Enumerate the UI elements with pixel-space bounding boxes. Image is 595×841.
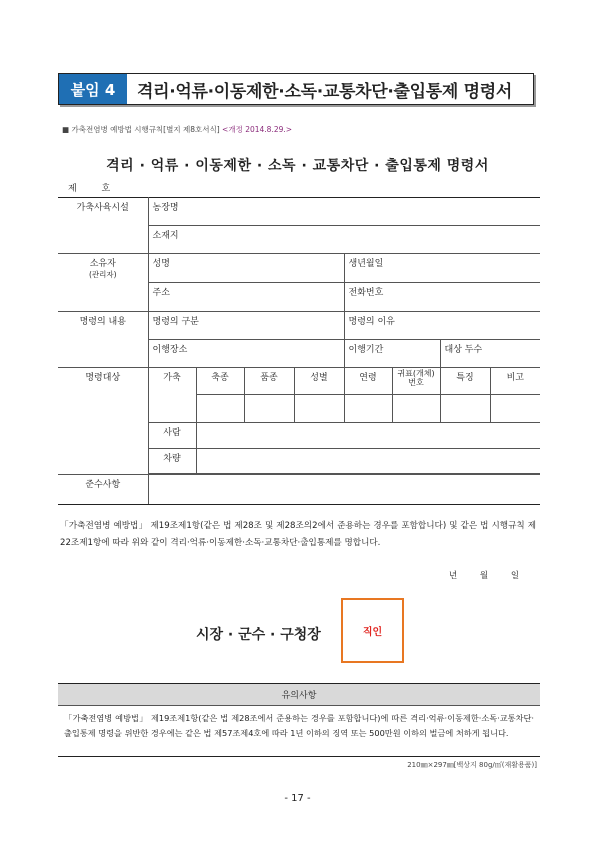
column-species: 축종 [196,368,244,395]
owner-label-text: 소유자 [89,259,116,269]
date-label: 년 월 일 [449,571,520,581]
owner-address-field[interactable]: 주소 [148,283,344,312]
location-field[interactable]: 소재지 [148,226,540,254]
seal-label: 직인 [362,627,383,638]
order-type-field[interactable]: 명령의 구분 [148,312,344,340]
vehicle-label: 차량 [148,449,196,474]
appendix-title: 격리·억류·이동제한·소독·교통차단·출입통제 명령서 [137,81,512,102]
paper-spec: 210㎜×297㎜[백상지 80g/㎡(재활용품)] [407,761,537,769]
official-seal-box [341,598,404,663]
livestock-sex-cell[interactable] [294,395,344,423]
person-field[interactable] [196,423,540,449]
order-statement: 「가축전염병 예방법」 제19조제1항(같은 법 제28조 및 제28조의2에서 준용하는 경우를 포함합니다) 및 같은 법 시행규칙 제22조제1항에 따라 위와 같이 격리·억류·이동제한·소독·교통차단·출입통제를 명합니다. [60,521,536,548]
livestock-tag-cell[interactable] [392,395,440,423]
appendix-tag: 붙임 4 [59,74,127,104]
owner-birth-field[interactable]: 생년월일 [344,254,540,283]
farm-name-field[interactable]: 농장명 [148,198,540,226]
document-title: 격리 · 억류 · 이동제한 · 소독 · 교통차단 · 출입통제 명령서 [106,158,489,174]
amendment-date: <개정 2014.8.29.> [222,125,293,134]
person-label: 사람 [148,423,196,449]
notice-body: 「가축전염병 예방법」 제19조제1항(같은 법 제28조에서 준용하는 경우를 포함합니다)에 따른 격리·억류·이동제한·소독·교통차단·출입통제 명령을 위반한 경우에는 같은 법 제57조제4호에 따라 1년 이하의 징역 또는 500만원 이하의 벌금에 처하게 됩니다. [58,706,540,757]
livestock-label: 가축 [148,368,196,423]
issuing-official: 시장 · 군수 · 구청장 [196,627,321,643]
appendix-header [58,73,534,105]
order-target-label: 명령대상 [58,368,148,475]
law-reference [62,124,292,135]
document-number-label: 제 호 [68,184,111,194]
livestock-feature-cell[interactable] [440,395,490,423]
execution-place-field[interactable]: 이행장소 [148,340,344,368]
target-count-field[interactable]: 대상 두수 [440,340,540,368]
column-sex: 성별 [294,368,344,395]
column-age: 연령 [344,368,392,395]
livestock-remarks-cell[interactable] [490,395,540,423]
livestock-age-cell[interactable] [344,395,392,423]
column-breed: 품종 [244,368,294,395]
page-number: - 17 - [284,793,311,804]
vehicle-field[interactable] [196,449,540,474]
livestock-species-cell[interactable] [196,395,244,423]
owner-name-field[interactable]: 성명 [148,254,344,283]
order-reason-field[interactable]: 명령의 이유 [344,312,540,340]
compliance-field[interactable] [148,475,540,505]
facility-label: 가축사육시설 [58,198,148,254]
compliance-label: 준수사항 [58,475,148,505]
order-form-table [58,197,540,505]
column-ear-tag-number: 귀표(개체)번호 [392,368,440,395]
owner-label [58,254,148,312]
column-remarks: 비고 [490,368,540,395]
order-content-label: 명령의 내용 [58,312,148,368]
notice-heading: 유의사항 [58,683,540,706]
column-feature: 특징 [440,368,490,395]
owner-phone-field[interactable]: 전화번호 [344,283,540,312]
execution-period-field[interactable]: 이행기간 [344,340,440,368]
law-reference-text: ■ 가축전염병 예방법 시행규칙[별지 제8호서식] [62,125,220,134]
owner-sublabel: (관리자) [88,270,117,279]
livestock-breed-cell[interactable] [244,395,294,423]
